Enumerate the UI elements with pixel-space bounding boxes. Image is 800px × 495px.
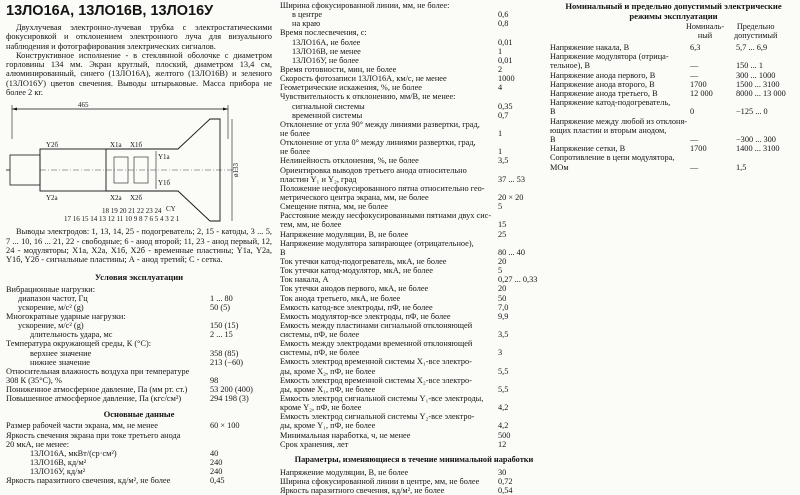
- param-value: 30: [498, 467, 507, 477]
- param-value: 40: [210, 448, 219, 458]
- param-label: Время послесвечения, с:: [280, 28, 367, 38]
- modes-heading: Номинальный и предельно допустимый электрические режимы эксплуатации: [565, 1, 782, 21]
- param-value: 3,5: [498, 330, 509, 340]
- param-label: тем, мм, не более: [280, 220, 342, 230]
- param-label: Ширина сфокусированной линии в центре, мм, не более: [280, 477, 480, 487]
- param-value: 98: [210, 375, 219, 385]
- mode-param: В: [550, 107, 556, 117]
- param-label: Скорость фотозаписи 13ЛО16А, км/с, не менее: [280, 74, 447, 84]
- dim-465-label: 465: [78, 101, 89, 110]
- param-value: 0,35: [498, 101, 513, 111]
- pins-paragraph: Выводы электродов: 1, 13, 14, 25 - подогреватель; 2, 15 - катоды, 3 ... 5, 7 ... 10, 16 ... 21, 22 - свободные; 6 - анод второй; 11, 23 - анод первый, 12, 24 - модуляторы; X1а, X2а, X1б, X2б - временные пластины; Y1а, Y2а, Y1б, Y2б - сигнальные пластины; А - анод третий; C - сетка.: [6, 227, 272, 265]
- param-row: [6, 458, 272, 467]
- param-value: 4,2: [498, 421, 509, 431]
- param-value: 294 198 (3): [210, 394, 249, 404]
- param-value: 0,72: [498, 477, 513, 487]
- mode-nominal: 0: [690, 107, 695, 117]
- basic-data-heading: Основные данные: [103, 409, 175, 420]
- param-row: [280, 83, 548, 92]
- param-label: Геометрические искажения, %, не более: [280, 83, 422, 93]
- mode-nominal: —: [690, 61, 699, 71]
- param-label: Емкость между электродами временной отклоняющей: [280, 339, 473, 349]
- param-row: [280, 102, 548, 111]
- label-x2a: X2а: [110, 194, 122, 203]
- param-label: Напряжение модуляции, В, не более: [280, 229, 409, 239]
- mode-limit: 150 ... 1: [736, 61, 763, 71]
- param-row: [280, 321, 548, 330]
- param-row: [280, 156, 548, 165]
- param-label: пластин Y₁ и Y₂, град: [280, 174, 357, 184]
- param-value: 50: [498, 293, 507, 303]
- mode-row: [550, 71, 797, 80]
- param-label: 13ЛО16А, не более: [292, 37, 361, 47]
- mode-row: [550, 107, 797, 116]
- mode-nominal: —: [690, 162, 699, 172]
- mode-param: В: [550, 135, 556, 145]
- mode-nominal: —: [690, 70, 699, 80]
- param-row: [280, 129, 548, 138]
- param-value: 60 × 100: [210, 421, 240, 431]
- param-label: 13ЛО16У, не более: [292, 55, 359, 65]
- page-title: 13ЛО16А, 13ЛО16В, 13ЛО16У: [6, 3, 214, 19]
- mode-limit: 1,5: [736, 162, 747, 172]
- param-label: метрического центра экрана, мм, не более: [280, 192, 429, 202]
- param-value: 50 (5): [210, 302, 231, 312]
- mode-param: Напряжение анода второго, В: [550, 79, 655, 89]
- param-row: [6, 431, 272, 440]
- mode-param: Напряжение анода третьего, В: [550, 89, 658, 99]
- param-value: 5,5: [498, 384, 509, 394]
- tube-diagram: [6, 99, 272, 225]
- param-label: Чувствительность к отклонению, мм/В, не менее:: [280, 92, 456, 102]
- param-label: Смещение пятна, мм, не более: [280, 202, 388, 212]
- param-value: 5: [498, 266, 503, 276]
- param-label: Повышенное атмосферное давление, Па (кгс/см²): [6, 394, 182, 404]
- param-row: [280, 147, 548, 156]
- param-row: [280, 193, 548, 202]
- param-label: 20 мкА, не менее:: [6, 439, 70, 449]
- column-right: [550, 0, 797, 172]
- mode-limit: −300 ... 300: [736, 135, 776, 145]
- mode-param: Сопротивление в цепи модулятора,: [550, 153, 675, 163]
- param-label: Температура окружающей среды, К (°С):: [6, 339, 152, 349]
- param-row: [6, 376, 272, 385]
- param-row: [6, 476, 272, 485]
- limit-column-header: Предельно допустимый: [734, 22, 778, 40]
- param-value: 1: [498, 128, 503, 138]
- param-row: [280, 211, 548, 220]
- param-label: Многократные ударные нагрузки:: [6, 311, 126, 321]
- param-value: 3,5: [498, 156, 509, 166]
- modes-column-headers: [550, 21, 797, 43]
- param-row: [280, 348, 548, 357]
- mode-row: [550, 61, 797, 70]
- mode-row: [550, 135, 797, 144]
- param-value: 213 (−60): [210, 357, 244, 367]
- param-row: [280, 74, 548, 83]
- mode-row: [550, 89, 797, 98]
- param-row: [6, 440, 272, 449]
- param-row: [280, 294, 548, 303]
- param-label: сигнальной системы: [292, 101, 365, 111]
- min-operation-list: [280, 468, 548, 495]
- param-row: [6, 385, 272, 394]
- param-label: Напряжение модуляции, В, не более: [280, 467, 409, 477]
- param-row: [280, 275, 548, 284]
- param-label: 13ЛО16В, не менее: [292, 46, 361, 56]
- param-label: Яркость свечения экрана при токе третьего анода: [6, 430, 181, 440]
- param-row: [280, 111, 548, 120]
- param-row: [280, 10, 548, 19]
- param-value: 4,2: [498, 403, 509, 413]
- param-row: [280, 486, 548, 495]
- mode-param: Напряжение катод-подогреватель,: [550, 98, 671, 108]
- param-label: Ширина сфокусированной линии, мм, не более:: [280, 1, 450, 10]
- param-label: Ток утечки анодов первого, мкА, не более: [280, 284, 429, 294]
- param-value: 2 ... 15: [210, 330, 233, 340]
- param-label: не более: [280, 128, 310, 138]
- label-x1b: X1б: [130, 141, 143, 150]
- mode-param: Напряжение модулятора (отрица-: [550, 52, 669, 62]
- param-value: 240: [210, 467, 223, 477]
- param-value: 0,45: [210, 476, 225, 486]
- mode-row: [550, 43, 797, 52]
- tube-drawing: [6, 99, 272, 225]
- param-value: 5: [498, 202, 503, 212]
- param-value: 1: [498, 147, 503, 157]
- param-label: ускорение, м/с² (g): [18, 302, 84, 312]
- mode-row: [550, 153, 797, 162]
- param-row: [280, 1, 548, 10]
- param-label: Ток анода третьего, мкА, не более: [280, 293, 401, 303]
- param-row: [6, 421, 272, 430]
- param-label: Емкость между пластинами сигнальной отклоняющей: [280, 320, 473, 330]
- mode-param: тельное), В: [550, 61, 591, 71]
- param-value: 37 ... 53: [498, 174, 525, 184]
- param-label: Емкость электрод сигнальной системы Y₂-все электро-: [280, 412, 475, 422]
- param-label: Емкость электрод сигнальной системы Y₁-все электроды,: [280, 394, 484, 404]
- param-row: [6, 467, 272, 476]
- param-row: [6, 312, 272, 321]
- param-row: [280, 477, 548, 486]
- min-operation-heading: Параметры, изменяющиеся в течение минимальной наработки: [294, 454, 534, 464]
- param-value: 1: [498, 46, 503, 56]
- param-row: [280, 303, 548, 312]
- param-label: Отклонение от угла 90° между линиями развертки, град,: [280, 119, 480, 129]
- param-row: [280, 47, 548, 56]
- param-value: 150 (15): [210, 321, 239, 331]
- pins-top-row: 18 19 20 21 22 23 24: [102, 207, 162, 216]
- param-row: [280, 403, 548, 412]
- mode-nominal: 1700: [690, 144, 707, 154]
- param-value: 7,0: [498, 302, 509, 312]
- param-row: [6, 321, 272, 330]
- param-label: Минимальная наработка, ч, не менее: [280, 430, 411, 440]
- param-label: ды, кроме X₂, пФ, не более: [280, 366, 376, 376]
- param-value: 25: [498, 229, 507, 239]
- param-label: Напряжение модулятора запирающее (отрицательное),: [280, 238, 474, 248]
- param-row: [6, 285, 272, 294]
- param-value: 0,6: [498, 10, 509, 20]
- param-row: [280, 166, 548, 175]
- param-label: диапазон частот, Гц: [18, 293, 88, 303]
- param-label: временной системы: [292, 110, 363, 120]
- param-value: 2: [498, 64, 503, 74]
- param-row: [280, 56, 548, 65]
- param-label: Время готовности, мин, не более: [280, 64, 397, 74]
- label-x2b: X2б: [130, 194, 143, 203]
- param-label: кроме Y₂, пФ, не более: [280, 403, 362, 413]
- param-value: 0,7: [498, 110, 509, 120]
- modes-table: [550, 43, 797, 172]
- param-label: длительность удара, мс: [30, 330, 113, 340]
- param-label: Емкость электрод временной системы X₁-все электро-: [280, 357, 472, 367]
- param-label: Размер рабочей части экрана, мм, не менее: [6, 421, 158, 431]
- param-row: [280, 339, 548, 348]
- mode-nominal: —: [690, 135, 699, 145]
- param-label: нижнее значение: [30, 357, 90, 367]
- param-row: [280, 385, 548, 394]
- param-value: 1000: [498, 74, 515, 84]
- param-value: 0,01: [498, 37, 513, 47]
- mode-nominal: 6,3: [690, 43, 701, 52]
- param-label: 308 К (35°С), %: [6, 375, 62, 385]
- param-value: 20: [498, 284, 507, 294]
- mode-param: МОм: [550, 162, 569, 172]
- param-row: [280, 468, 548, 477]
- param-row: [280, 202, 548, 211]
- param-value: 0,27 ... 0,33: [498, 275, 538, 285]
- param-label: Расстояние между несфокусированными пятнами двух сис-: [280, 211, 492, 221]
- param-label: ускорение, м/с² (g): [18, 321, 84, 331]
- param-row: [280, 230, 548, 239]
- param-row: [6, 358, 272, 367]
- mode-limit: 1500 ... 3100: [736, 79, 780, 89]
- parameters-list: [280, 1, 548, 449]
- param-value: 9,9: [498, 311, 509, 321]
- param-value: 240: [210, 457, 223, 467]
- construction-paragraph: Конструктивное исполнение - в стеклянной оболочке с диаметром горловины 134 мм. Экран круглый, плоский, диаметром 13,4 см, алюминированный, синего (13ЛО16А), желтого (13ЛО16В) и зеленого (13ЛО16У) цветов свечения. Выводы штырьковые. Масса прибора не более 2 кг.: [6, 50, 272, 98]
- param-value: 1 ... 80: [210, 293, 233, 303]
- param-row: [280, 312, 548, 321]
- param-row: [280, 421, 548, 430]
- mode-nominal: 12 000: [690, 89, 713, 99]
- param-value: 3: [498, 348, 503, 358]
- column-middle: [280, 0, 548, 495]
- mode-limit: 300 ... 1000: [736, 70, 776, 80]
- mode-row: [550, 98, 797, 107]
- param-row: [280, 19, 548, 28]
- param-label: Положение несфокусированного пятна относительно гео-: [280, 183, 485, 193]
- label-x1a: X1а: [110, 141, 122, 150]
- param-row: [280, 220, 548, 229]
- param-row: [6, 294, 272, 303]
- label-y2b: Y2б: [46, 141, 59, 150]
- param-label: Отклонение от угла 0° между линиями развертки, град,: [280, 138, 476, 148]
- param-row: [6, 339, 272, 348]
- param-row: [280, 266, 548, 275]
- param-value: 500: [498, 430, 511, 440]
- param-label: верхнее значение: [30, 348, 92, 358]
- param-label: 13ЛО16В, кд/м²: [30, 457, 87, 467]
- param-row: [280, 431, 548, 440]
- param-row: [280, 184, 548, 193]
- param-row: [6, 394, 272, 403]
- param-row: [280, 257, 548, 266]
- mode-param: Напряжение между любой из отклоня-: [550, 116, 688, 126]
- param-value: 53 200 (400): [210, 385, 253, 395]
- param-row: [6, 349, 272, 358]
- param-row: [280, 330, 548, 339]
- param-value: 5,5: [498, 366, 509, 376]
- param-row: [280, 357, 548, 366]
- param-value: 0,01: [498, 55, 513, 65]
- param-label: 13ЛО16А, мкВт/(ср·см²): [30, 448, 117, 458]
- param-label: Емкость катод-все электроды, пФ, не более: [280, 302, 433, 312]
- param-label: системы, пФ, не более: [280, 330, 360, 340]
- conditions-heading: Условия эксплуатации: [94, 271, 184, 282]
- pins-bottom-row: 17 16 15 14 13 12 11 10 9 8 7 6 5 4 3 2 1: [64, 215, 180, 224]
- param-value: 80 ... 40: [498, 247, 525, 257]
- param-label: Емкость электрод временной системы X₂-все электро-: [280, 375, 472, 385]
- param-row: [280, 28, 548, 37]
- label-cy: CY: [166, 205, 176, 214]
- mode-limit: 8000 ... 13 000: [736, 89, 786, 99]
- param-label: на краю: [292, 19, 321, 29]
- param-value: 12: [498, 439, 507, 449]
- column-left: [6, 0, 272, 485]
- param-label: Емкость модулятор-все электроды, пФ, не более: [280, 311, 451, 321]
- mode-row: [550, 126, 797, 135]
- param-row: [280, 440, 548, 449]
- param-value: 358 (85): [210, 348, 239, 358]
- param-label: в центре: [292, 10, 323, 20]
- mode-nominal: 1700: [690, 79, 707, 89]
- param-row: [6, 449, 272, 458]
- intro-paragraph: Двухлучевая электронно-лучевая трубка с электростатическими фокусировкой и отклонением электронного луча для визуального наблюдения и фотографирования электрических сигналов.: [6, 23, 272, 51]
- mode-param: Напряжение накала, В: [550, 43, 630, 52]
- param-label: Пониженное атмосферное давление, Па (мм рт. ст.): [6, 385, 188, 395]
- param-label: системы, пФ, не более: [280, 348, 360, 358]
- param-row: [280, 376, 548, 385]
- param-row: [6, 303, 272, 312]
- mode-param: ющих пластин и вторым анодом,: [550, 125, 667, 135]
- param-label: 13ЛО16У, кд/м²: [30, 467, 86, 477]
- param-row: [6, 367, 272, 376]
- param-value: 20 × 20: [498, 192, 524, 202]
- param-value: 15: [498, 220, 507, 230]
- mode-row: [550, 163, 797, 172]
- param-row: [280, 65, 548, 74]
- label-y2a: Y2а: [46, 194, 58, 203]
- conditions-list: [6, 285, 272, 404]
- param-label: Относительная влажность воздуха при температуре: [6, 366, 190, 376]
- mode-limit: −125 ... 0: [736, 107, 768, 117]
- label-y1b: Y1б: [158, 179, 171, 188]
- param-row: [280, 138, 548, 147]
- param-value: 0,8: [498, 19, 509, 29]
- param-label: Ток утечки катод-подогреватель, мкА, не более: [280, 256, 447, 266]
- param-label: Яркость паразитного свечения, кд/м², не более: [280, 486, 445, 495]
- param-label: Срок хранения, лет: [280, 439, 349, 449]
- param-row: [280, 38, 548, 47]
- dim-133-label: ø133: [232, 163, 240, 178]
- param-value: 0,54: [498, 486, 513, 495]
- param-row: [280, 92, 548, 101]
- param-value: 4: [498, 83, 503, 93]
- mode-param: Напряжение сетки, В: [550, 144, 626, 154]
- param-label: Яркость паразитного свечения, кд/м², не более: [6, 476, 171, 486]
- mode-row: [550, 117, 797, 126]
- mode-param: Напряжение анода первого, В: [550, 70, 656, 80]
- mode-row: [550, 80, 797, 89]
- param-row: [280, 412, 548, 421]
- param-label: Вибрационные нагрузки:: [6, 284, 96, 294]
- mode-limit: 1400 ... 3100: [736, 144, 780, 154]
- param-row: [280, 239, 548, 248]
- param-label: не более: [280, 147, 310, 157]
- mode-limit: 5,7 ... 6,9: [736, 43, 768, 52]
- param-value: 20: [498, 256, 507, 266]
- param-row: [280, 284, 548, 293]
- param-row: [280, 367, 548, 376]
- nominal-column-header: Номиналь- ный: [686, 22, 725, 40]
- mode-row: [550, 52, 797, 61]
- param-label: Нелинейность отклонения, %, не более: [280, 156, 419, 166]
- param-row: [6, 330, 272, 339]
- param-label: Ток накала, А: [280, 275, 329, 285]
- param-row: [280, 175, 548, 184]
- param-row: [280, 394, 548, 403]
- param-row: [280, 120, 548, 129]
- param-label: В: [280, 247, 286, 257]
- param-row: [280, 248, 548, 257]
- param-label: ды, кроме Y₁, пФ, не более: [280, 421, 376, 431]
- param-label: Ориентировка выводов третьего анода относительно: [280, 165, 467, 175]
- param-label: ды, кроме X₁, пФ, не более: [280, 384, 376, 394]
- label-y1a: Y1а: [158, 153, 170, 162]
- basic-data-list: [6, 421, 272, 485]
- param-label: Ток утечки катод-модулятор, мкА, не более: [280, 266, 433, 276]
- mode-row: [550, 144, 797, 153]
